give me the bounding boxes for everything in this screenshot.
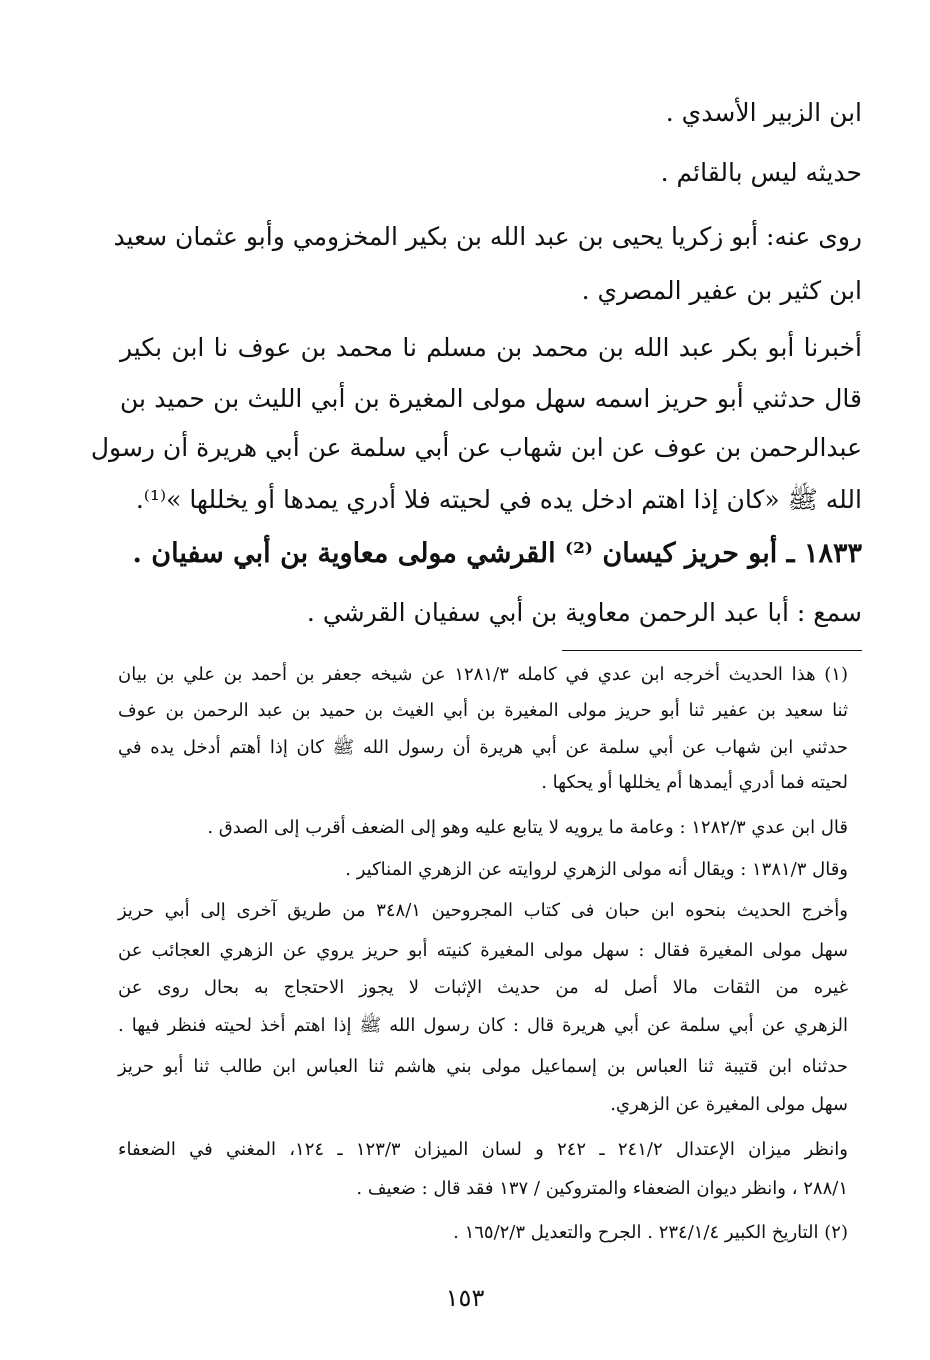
footnote-line: حدثني ابن شهاب عن أبي سلمة عن أبي هريرة أن رسول الله ﷺ كان إذا أهتم أدخل يده في <box>118 737 848 758</box>
footnote-line: وانظر ميزان الإعتدال ٢٤١/٢ ـ ٢٤٢ و لسان الميزان ١٢٣/٣ ـ ١٢٤، المغني في الضعفاء <box>118 1139 848 1160</box>
footnote-line: ثنا سعيد بن عفير ثنا أبو حريز مولى المغيرة بن أبي الغيث بن حميد بن عبد الرحمن بن عوف <box>118 700 848 721</box>
footnote-line: قال ابن عدي ١٢٨٢/٣ : وعامة ما يرويه لا يتابع عليه وهو إلى الضعف أقرب إلى الصدق . <box>207 817 848 838</box>
main-text-line: روى عنه: أبو زكريا يحيى بن عبد الله بن بكير المخزومي وأبو عثمان سعيد <box>113 222 862 251</box>
footnote-line: حدثناه ابن قتيبة ثنا العباس بن إسماعيل مولى بني هاشم ثنا العباس ابن طالب ثنا أبو حريز <box>118 1056 848 1077</box>
footnote-line: سهل مولى المغيرة فقال : سهل مولى المغيرة كنيته أبو حريز يروي عن الزهري العجائب عن <box>118 940 848 961</box>
footnote-line: لحيته فما أدري أيمدها أم يخللها أو يحكها . <box>541 772 848 793</box>
footnote-line: سهل مولى المغيرة عن الزهري. <box>610 1094 848 1115</box>
main-text-line: عبدالرحمن بن عوف عن ابن شهاب عن أبي سلمة عن أبي هريرة أن رسول <box>90 433 862 462</box>
main-text-line: ابن كثير بن عفير المصري . <box>581 276 862 305</box>
main-text-line: أخبرنا أبو بكر عبد الله بن محمد بن مسلم نا محمد بن عوف نا ابن بكير <box>120 333 862 362</box>
footnote-line: (٢) التاريخ الكبير ٢٣٤/١/٤ . الجرح والتعديل ١٦٥/٢/٣ . <box>453 1222 848 1243</box>
page-number: ١٥٣ <box>445 1284 485 1312</box>
entry-text-line: سمع : أبا عبد الرحمن معاوية بن أبي سفيان القرشي . <box>306 598 862 627</box>
main-text-line: حديثه ليس بالقائم . <box>660 158 862 187</box>
main-text-line: ابن الزبير الأسدي . <box>665 98 862 127</box>
main-text-line: قال حدثني أبو حريز اسمه سهل مولى المغيرة بن أبي الليث بن حميد بن <box>120 384 862 413</box>
footnote-line: غيره من الثقات مالا أصل له من حديث الإثبات لا يجوز الاحتجاج به بحال روى عن <box>118 977 848 998</box>
footnote-line: وأخرج الحديث بنحوه ابن حبان فى كتاب المجروحين ٣٤٨/١ من طريق آخرى إلى أبي حريز <box>118 900 848 921</box>
entry-heading: ١٨٣٣ ـ أبو حريز كيسان ⁽²⁾ القرشي مولى معاوية بن أبي سفيان . <box>132 538 862 569</box>
main-text-line: الله ﷺ «كان إذا اهتم ادخل يده في لحيته فلا أدري يمدها أو يخللها »⁽¹⁾. <box>135 485 862 514</box>
footnote-separator <box>562 650 862 651</box>
footnote-line: الزهري عن أبي سلمة عن أبي هريرة قال : كان رسول الله ﷺ إذا اهتم أخذ لحيته فنظر فيها . <box>118 1015 848 1036</box>
footnote-line: (١) هذا الحديث أخرجه ابن عدي في كامله ١٢٨١/٣ عن شيخه جعفر بن أحمد بن علي بن بيان <box>118 664 848 685</box>
footnote-line: ٢٨٨/١ ، وانظر ديوان الضعفاء والمتروكين / ١٣٧ فقد قال : ضعيف . <box>356 1178 848 1199</box>
footnote-line: وقال ١٣٨١/٣ : ويقال أنه مولى الزهري لروايته عن الزهري المناكير . <box>345 859 848 880</box>
